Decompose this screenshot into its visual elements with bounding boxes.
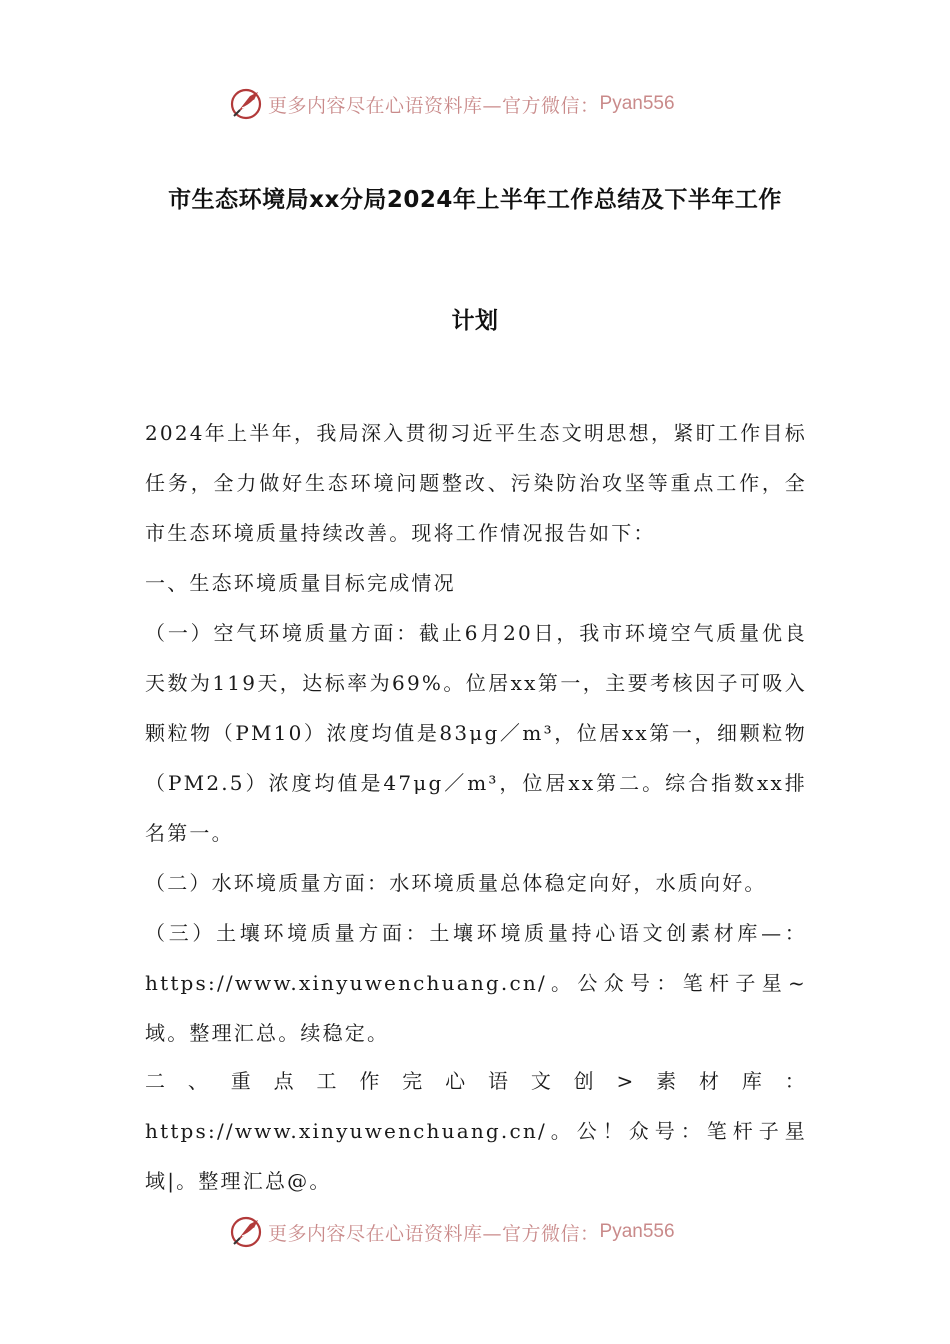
paragraph-water-quality: （二）水环境质量方面：水环境质量总体稳定向好，水质向好。	[145, 871, 767, 895]
banner-wechat-id: Pyan556	[599, 93, 675, 114]
footer-banner	[228, 1212, 675, 1252]
paragraph-air-quality: （一）空气环境质量方面：截止6月20日，我市环境空气质量优良天数为119天，达标率为69%。位居xx第一，主要考核因子可吸入颗粒物（PM10）浓度均值是83μg／m³，位居xx第一，细颗粒物（PM2.5）浓度均值是47μg／m³，位居xx第二。综合指数xx排名第一。	[145, 621, 807, 845]
paragraph-intro: 2024年上半年，我局深入贯彻习近平生态文明思想，紧盯工作目标任务，全力做好生态环境问题整改、污染防治攻坚等重点工作，全市生态环境质量持续改善。现将工作情况报告如下：	[145, 421, 807, 545]
paragraph-soil-quality: （三）土壤环境质量方面：土壤环境质量持心语文创素材库—：https://www.xinyuwenchuang.cn/。公众号：笔杆子星~域。整理汇总。续稳定。	[145, 921, 807, 1045]
banner-wechat-id: Pyan556	[599, 1221, 675, 1242]
banner-text: 更多内容尽在心语资料库—官方微信：	[268, 1222, 600, 1245]
header-banner	[228, 84, 675, 124]
quill-logo-icon	[228, 86, 264, 122]
document-title-line-1: 市生态环境局xx分局2024年上半年工作总结及下半年工作	[168, 187, 782, 213]
quill-logo-icon	[228, 1214, 264, 1250]
section-2-heading: 二、重点工作完心语文创>素材库：https://www.xinyuwenchuang.cn/。公！众号：笔杆子星域|。整理汇总@。	[145, 1069, 807, 1193]
banner-text: 更多内容尽在心语资料库—官方微信：	[268, 94, 600, 117]
section-1-heading: 一、生态环境质量目标完成情况	[145, 571, 456, 595]
document-title-line-2: 计划	[451, 308, 499, 334]
